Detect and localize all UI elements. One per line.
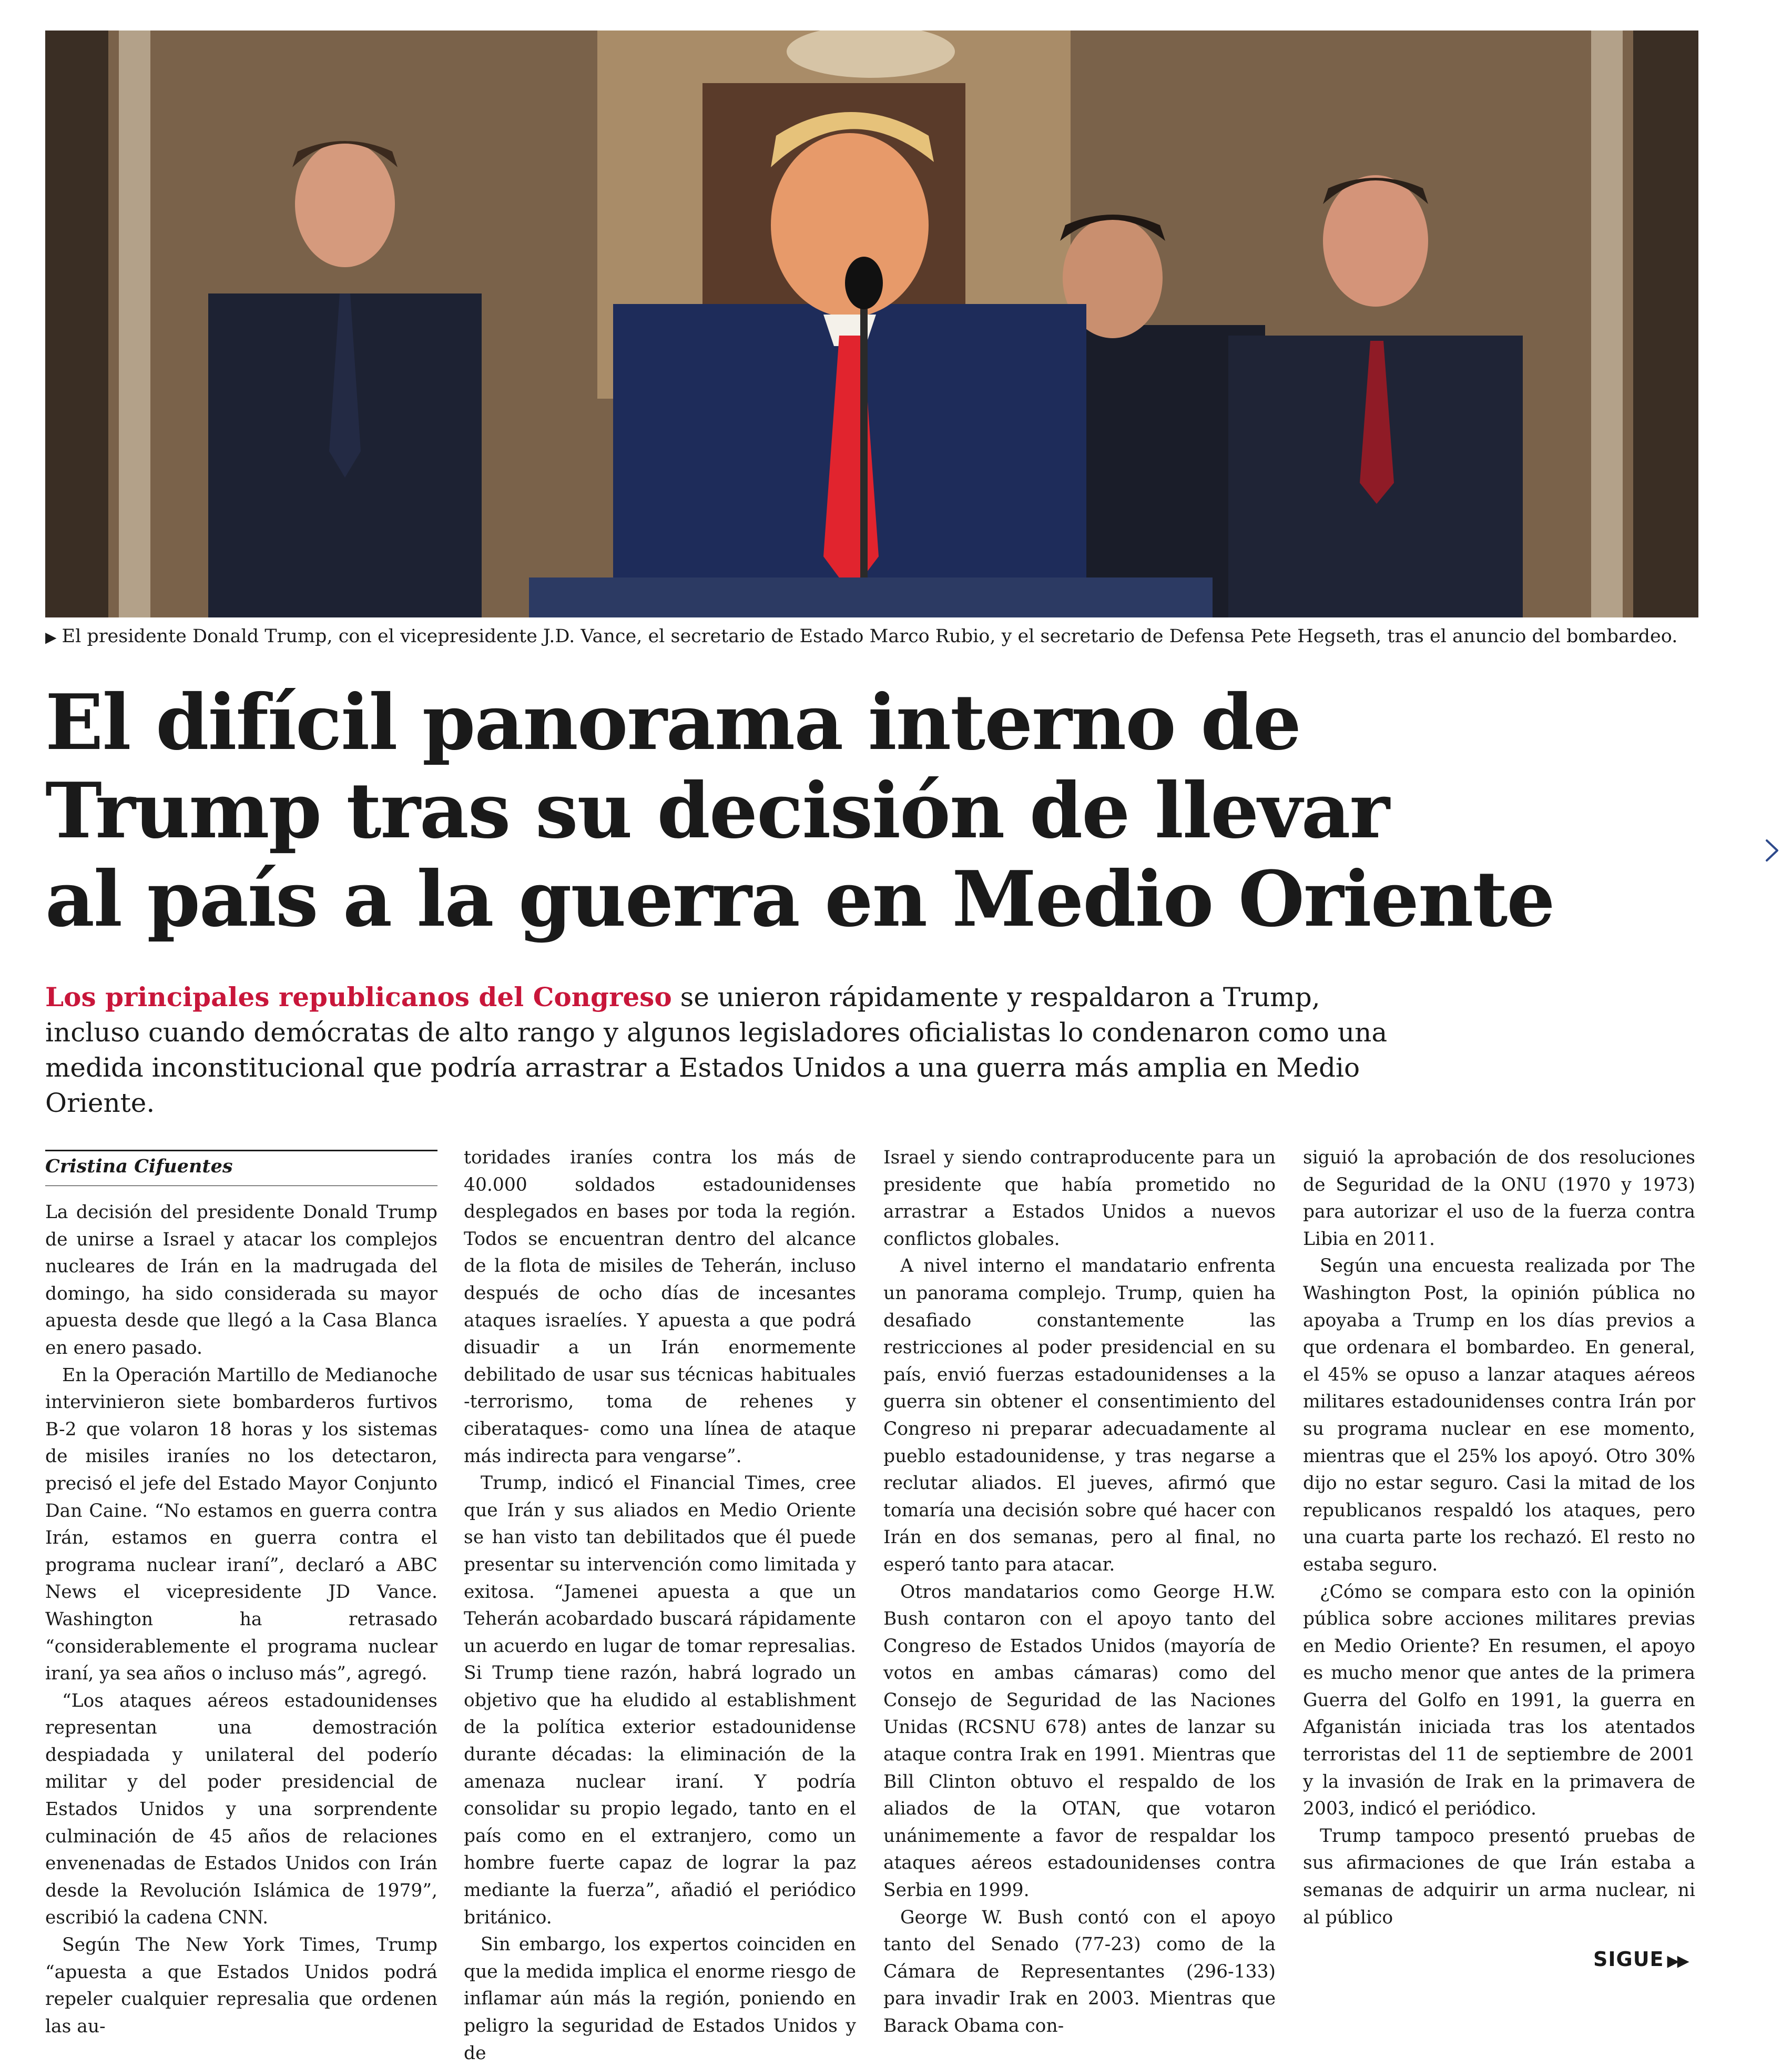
body-column-1 [45, 1199, 437, 2040]
chevron-right-icon[interactable] [1763, 837, 1781, 864]
paragraph: Israel y siendo contraproducente para un presidente que había prometido no arrastrar a Estados Unidos a nuevos conflictos globales. [883, 1147, 1276, 1250]
headline-line-3: al país a la guerra en Medio Oriente [45, 855, 1554, 944]
continue-label: SIGUE [1593, 1948, 1664, 1971]
paragraph: George W. Bush contó con el apoyo tanto del Senado (77-23) como de la Cámara de Representantes (296-133) para invadir Irak en 2003. Mientras que Barack Obama con- [883, 1907, 1276, 2036]
lead-paragraph [45, 979, 1391, 1121]
byline: Cristina Cifuentes [45, 1156, 233, 1177]
paragraph: toridades iraníes contra los más de 40.000 soldados estadounidenses desplegados en bases por toda la región. Todos se encuentran dentro del alcance de la flota de misiles de Teherán, incluso después de ocho días de incesantes ataques israelíes. Y apuesta a que podrá disuadir a un Irán enormemente debilitado de usar sus técnicas habituales -terrorismo, toma de rehenes y ciberataques- como una línea de ataque más indirecta para vengarse”. [464, 1147, 856, 1467]
paragraph: Otros mandatarios como George H.W. Bush contaron con el apoyo tanto del Congreso de Estados Unidos (mayoría de votos en ambas cámaras) como del Consejo de Seguridad de las Naciones Unidas (RCSNU 678) antes de lanzar su ataque contra Irak en 1991. Mientras que Bill Clinton obtuvo el respaldo de los aliados de la OTAN, que votaron unánimemente a favor de respaldar los ataques aéreos estadounidenses contra Serbia en 1999. [883, 1581, 1276, 1901]
paragraph: La decisión del presidente Donald Trump de unirse a Israel y atacar los complejos nucleares de Irán en la madrugada del domingo, ha sido considerada su mayor apuesta desde que llegó a la Casa Blanca en enero pasado. [45, 1202, 437, 1359]
body-column-3 [883, 1144, 1276, 2040]
article-photo [45, 31, 1698, 617]
paragraph: Según una encuesta realizada por The Washington Post, la opinión pública no apoyaba a Trump en los días previos a que ordenara el bombardeo. En general, el 45% se opuso a lanzar ataques aéreos militares estadounidenses contra Irán por su programa nuclear en ese momento, mientras que el 25% los apoyó. Otro 30% dijo no estar seguro. Casi la mitad de los republicanos respaldó los ataques, pero una cuarta parte los rechazó. El resto no estaba seguro. [1303, 1255, 1695, 1575]
headline-line-2: Trump tras su decisión de llevar [45, 766, 1389, 856]
paragraph: A nivel interno el mandatario enfrenta un panorama complejo. Trump, quien ha desafiado constantemente las restricciones al poder presidencial en su país, envió fuerzas estadounidenses a la guerra sin obtener el consentimiento del Congreso ni preparar adecuadamente al pueblo estadounidense, y tras negarse a reclutar aliados. El jueves, afirmó que tomaría una decisión sobre qué hacer con Irán en dos semanas, pero al final, no esperó tanto para atacar. [883, 1255, 1276, 1575]
continue-marker [1593, 1946, 1687, 1974]
paragraph: Según The New York Times, Trump “apuesta a que Estados Unidos podrá repeler cualquier represalia que ordenen las au- [45, 1934, 437, 2037]
paragraph: “Los ataques aéreos estadounidenses representan una demostración despiadada y unilateral del poderío militar y del poder presidencial de Estados Unidos y una sorprendente culminación de 45 años de relaciones envenenadas de Estados Unidos con Irán desde la Revolución Islámica de 1979”, escribió la cadena CNN. [45, 1690, 437, 1929]
caption-text: El presidente Donald Trump, con el vicepresidente J.D. Vance, el secretario de Estado Marco Rubio, y el secretario de Defensa Pete Hegseth, tras el anuncio del bombardeo. [62, 626, 1678, 647]
body-column-2 [464, 1144, 856, 2067]
paragraph: Sin embargo, los expertos coinciden en que la medida implica el enorme riesgo de inflamar aún más la región, poniendo en peligro la seguridad de Estados Unidos y de [464, 1934, 856, 2064]
photo-caption [45, 624, 1698, 650]
paragraph: ¿Cómo se compara esto con la opinión pública sobre acciones militares previas en Medio Oriente? En resumen, el apoyo es mucho menor que antes de la primera Guerra del Golfo en 1991, la guerra en Afganistán iniciada tras los atentados terroristas del 11 de septiembre de 2001 y la invasión de Irak en la primavera de 2003, indicó el periódico. [1303, 1581, 1695, 1820]
paragraph: Trump tampoco presentó pruebas de sus afirmaciones de que Irán estaba a semanas de adquirir un arma nuclear, ni al público [1303, 1825, 1695, 1928]
lead-highlight: Los principales republicanos del Congreso [45, 981, 672, 1012]
headline-line-1: El difícil panorama interno de [45, 678, 1301, 767]
lead-text: se unieron rápidamente y respaldaron a Trump, incluso cuando demócratas de alto rango y algunos legisladores oficialistas lo condenaron como una medida inconstitucional que podría arrastrar a Estados Unidos a una guerra más amplia en Medio Oriente. [45, 982, 1388, 1118]
byline-rule-top [45, 1150, 437, 1151]
paragraph: Trump, indicó el Financial Times, cree que Irán y sus aliados en Medio Oriente se han visto tan debilitados que él puede presentar su intervención como limitada y exitosa. “Jamenei apuesta a que un Teherán acobardado buscará rápidamente un acuerdo en lugar de tomar represalias. Si Trump tiene razón, habrá logrado un objetivo que ha eludido al establishment de la política exterior estadounidense durante décadas: la eliminación de la amenaza nuclear iraní. Y podría consolidar su propio legado, tanto en el país como en el extranjero, como un hombre fuerte capaz de lograr la paz mediante la fuerza”, añadió el periódico británico. [464, 1473, 856, 1928]
paragraph: siguió la aprobación de dos resoluciones de Seguridad de la ONU (1970 y 1973) para autorizar el uso de la fuerza contra Libia en 2011. [1303, 1147, 1695, 1250]
paragraph: En la Operación Martillo de Medianoche intervinieron siete bombarderos furtivos B-2 que volaron 18 horas y los sistemas de misiles iraníes no los detectaron, precisó el jefe del Estado Mayor Conjunto Dan Caine. “No estamos en guerra contra Irán, estamos en guerra contra el programa nuclear iraní”, declaró a ABC News el vicepresidente JD Vance. Washington ha retrasado “considerablemente el programa nuclear iraní, ya sea años o incluso más”, agregó. [45, 1364, 437, 1685]
body-column-4 [1303, 1144, 1695, 1931]
triangle-right-icon: ▶ [45, 629, 57, 646]
headline [45, 678, 1649, 944]
double-triangle-right-icon: ▶▶ [1667, 1952, 1687, 1970]
